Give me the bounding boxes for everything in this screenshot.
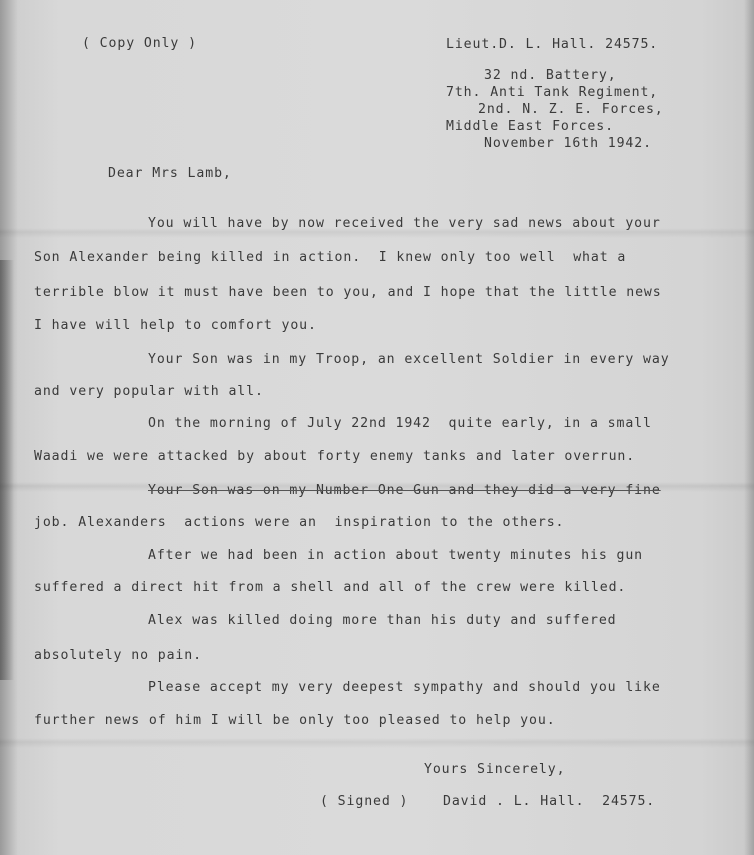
letter-date: November 16th 1942.: [484, 136, 652, 151]
body-line-7: On the morning of July 22nd 1942 quite early, in a small: [148, 416, 652, 431]
address-line-4: Middle East Forces.: [446, 119, 614, 134]
copy-note: ( Copy Only ): [82, 36, 197, 51]
sender-name: Lieut.D. L. Hall. 24575.: [446, 37, 659, 52]
body-line-13: Alex was killed doing more than his duty and suffered: [148, 613, 617, 628]
body-line-3: terrible blow it must have been to you, and I hope that the little news: [34, 285, 662, 300]
body-line-10: job. Alexanders actions were an inspiration to the others.: [34, 515, 565, 530]
body-line-1: You will have by now received the very sad news about your: [148, 216, 661, 231]
body-line-11: After we had been in action about twenty minutes his gun: [148, 548, 644, 563]
right-edge-shadow: [744, 0, 754, 855]
body-line-16: further news of him I will be only too pleased to help you.: [34, 713, 556, 728]
body-line-14: absolutely no pain.: [34, 648, 202, 663]
body-line-9: Your Son was on my Number One Gun and they did a very fine: [148, 483, 661, 498]
body-line-8: Waadi we were attacked by about forty enemy tanks and later overrun.: [34, 449, 636, 464]
body-line-2: Son Alexander being killed in action. I knew only too well what a: [34, 250, 627, 265]
signature: David . L. Hall. 24575.: [443, 794, 656, 809]
address-line-3: 2nd. N. Z. E. Forces,: [478, 102, 664, 117]
body-line-12: suffered a direct hit from a shell and all of the crew were killed.: [34, 580, 627, 595]
address-line-2: 7th. Anti Tank Regiment,: [446, 85, 659, 100]
salutation: Dear Mrs Lamb,: [108, 166, 232, 181]
signed-note: ( Signed ): [320, 794, 409, 809]
address-line-1: 32 nd. Battery,: [484, 68, 617, 83]
body-line-5: Your Son was in my Troop, an excellent Soldier in every way: [148, 352, 670, 367]
body-line-4: I have will help to comfort you.: [34, 318, 317, 333]
body-line-15: Please accept my very deepest sympathy and should you like: [148, 680, 661, 695]
left-edge-shadow: [0, 260, 14, 680]
body-line-6: and very popular with all.: [34, 384, 264, 399]
closing: Yours Sincerely,: [424, 762, 566, 777]
